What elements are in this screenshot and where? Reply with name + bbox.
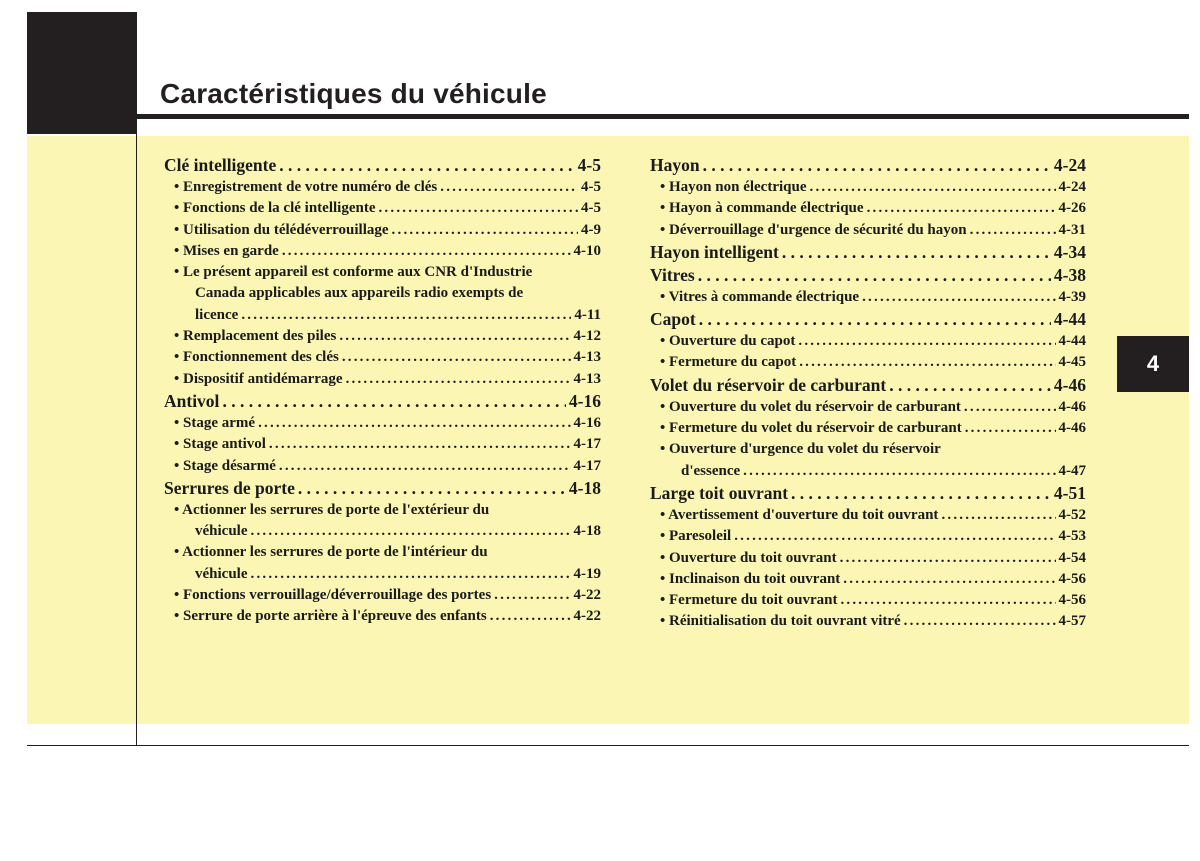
toc-leader-dots: [703, 154, 1051, 177]
toc-entry-title: • Le présent appareil est conforme aux CNR d'Industrie: [174, 264, 533, 281]
toc-leader-dots: [970, 220, 1056, 241]
toc-section-entry[interactable]: [650, 154, 1086, 177]
toc-subentry[interactable]: [164, 369, 601, 390]
toc-subentry[interactable]: [164, 241, 601, 262]
toc-leader-dots: [279, 456, 571, 477]
toc-subentry[interactable]: [164, 413, 601, 434]
toc-page-number: 4-44: [1058, 333, 1086, 350]
toc-page-number: 4-46: [1058, 420, 1086, 437]
toc-entry-title: • Stage armé: [174, 414, 256, 431]
toc-subentry[interactable]: [164, 177, 601, 198]
toc-entry-title: • Enregistrement de votre numéro de clés: [174, 179, 438, 195]
toc-leader-dots: [889, 374, 1051, 397]
toc-leader-dots: [494, 585, 570, 606]
toc-page-number: 4-12: [573, 328, 601, 345]
toc-leader-dots: [810, 177, 1056, 198]
toc-subentry[interactable]: [650, 220, 1086, 241]
toc-leader-dots: [843, 569, 1055, 590]
toc-entry-title: licence: [195, 306, 239, 323]
toc-leader-dots: [339, 326, 570, 347]
toc-leader-dots: [346, 369, 571, 390]
toc-subentry[interactable]: [650, 526, 1086, 547]
toc-subentry[interactable]: [650, 418, 1086, 439]
toc-leader-dots: [964, 397, 1056, 418]
toc-page-number: 4-13: [573, 370, 601, 387]
toc-entry-title: Hayon: [650, 155, 700, 175]
toc-page-number: 4-24: [1058, 179, 1086, 195]
toc-page-number: 4-22: [573, 587, 601, 604]
toc-page-number: 4-54: [1058, 549, 1086, 566]
toc-page-number: 4-17: [573, 457, 601, 474]
toc-entry-title: Vitres: [650, 264, 695, 285]
toc-entry-title: • Déverrouillage d'urgence de sécurité du hayon: [660, 221, 967, 238]
toc-subentry[interactable]: [650, 397, 1086, 418]
toc-page-number: 4-45: [1058, 354, 1086, 371]
toc-column-left: [164, 154, 601, 628]
toc-page-number: 4-18: [573, 523, 601, 540]
toc-page-number: 4-19: [573, 565, 601, 582]
toc-entry-title: Clé intelligente: [164, 155, 277, 175]
toc-subentry: [164, 262, 601, 283]
toc-leader-dots: [282, 241, 571, 262]
toc-page-number: 4-39: [1058, 288, 1086, 305]
toc-entry-title: • Fermeture du volet du réservoir de carburant: [660, 420, 962, 437]
toc-subentry[interactable]: [164, 606, 601, 627]
toc-page-number: 4-10: [573, 242, 601, 259]
toc-page-number: 4-52: [1058, 506, 1086, 523]
toc-entry-title: • Stage désarmé: [174, 457, 276, 474]
toc-leader-dots: [698, 264, 1051, 287]
toc-section-entry[interactable]: [164, 390, 601, 413]
toc-entry-title: • Avertissement d'ouverture du toit ouvrant: [660, 506, 939, 523]
toc-entry-title: • Stage antivol: [174, 436, 266, 453]
toc-leader-dots: [965, 418, 1056, 439]
toc-subentry[interactable]: [164, 434, 601, 455]
toc-leader-dots: [279, 154, 574, 177]
toc-entry-title: • Actionner les serrures de porte de l'extérieur du: [174, 501, 490, 518]
toc-entry-title: • Dispositif antidémarrage: [174, 370, 343, 387]
toc-page-number: 4-56: [1058, 570, 1086, 587]
toc-subentry[interactable]: [650, 287, 1086, 308]
toc-page-number: 4-18: [568, 477, 601, 498]
page-title: Caractéristiques du véhicule: [160, 78, 547, 109]
toc-leader-dots: [269, 434, 571, 455]
toc-subentry[interactable]: [650, 461, 1086, 482]
bottom-divider: [27, 745, 1189, 746]
toc-page-number: 4-53: [1058, 528, 1086, 545]
toc-subentry[interactable]: [164, 326, 601, 347]
toc-section-entry[interactable]: [650, 482, 1086, 505]
toc-entry-title: • Réinitialisation du toit ouvrant vitré: [660, 613, 901, 630]
toc-subentry[interactable]: [650, 331, 1086, 352]
toc-subentry[interactable]: [164, 220, 601, 241]
chapter-tab[interactable]: 4: [1117, 336, 1189, 392]
toc-page-number: 4-57: [1058, 613, 1086, 630]
toc-entry-title: d'essence: [681, 462, 741, 479]
toc-subentry[interactable]: [650, 505, 1086, 526]
toc-entry-title: Volet du réservoir de carburant: [650, 374, 887, 395]
toc-leader-dots: [342, 347, 571, 368]
toc-entry-title: Antivol: [164, 390, 220, 411]
toc-entry-title: • Remplacement des piles: [174, 328, 337, 345]
toc-page-number: 4-16: [568, 390, 601, 411]
toc-page-number: 4-46: [1058, 398, 1086, 415]
toc-page-number: 4-56: [1058, 592, 1086, 609]
toc-leader-dots: [743, 461, 1055, 482]
toc-entry-title: véhicule: [195, 565, 248, 582]
toc-page-number: 4-5: [581, 200, 601, 217]
toc-leader-dots: [734, 526, 1055, 547]
toc-entry-title: • Ouverture du volet du réservoir de carburant: [660, 398, 961, 415]
toc-leader-dots: [791, 482, 1051, 505]
header-black-block: [27, 12, 137, 134]
toc-leader-dots: [862, 287, 1055, 308]
toc-entry-title: • Inclinaison du toit ouvrant: [660, 570, 841, 587]
toc-page-number: 4-5: [577, 155, 601, 175]
title-underline: [137, 114, 1189, 119]
vertical-divider: [136, 134, 137, 746]
toc-leader-dots: [490, 606, 571, 627]
toc-leader-dots: [251, 564, 571, 585]
toc-leader-dots: [440, 177, 578, 198]
toc-section-entry[interactable]: [650, 264, 1086, 287]
toc-leader-dots: [392, 220, 578, 241]
toc-subentry[interactable]: [650, 177, 1086, 198]
toc-entry-title: Hayon intelligent: [650, 241, 779, 262]
toc-leader-dots: [904, 611, 1056, 632]
toc-entry-title: véhicule: [195, 523, 248, 540]
toc-entry-title: • Fermeture du toit ouvrant: [660, 592, 838, 609]
toc-subentry[interactable]: [650, 198, 1086, 219]
toc-page-number: 4-16: [573, 414, 601, 431]
toc-leader-dots: [840, 548, 1056, 569]
toc-subentry: [164, 283, 601, 304]
toc-page-number: 4-17: [573, 436, 601, 453]
toc-entry-title: • Vitres à commande électrique: [660, 288, 860, 305]
toc-entry-title: • Fermeture du capot: [660, 354, 797, 371]
toc-entry-title: • Ouverture du capot: [660, 333, 796, 350]
toc-page-number: 4-11: [574, 306, 601, 323]
toc-page-number: 4-38: [1053, 264, 1086, 285]
toc-page-number: 4-31: [1058, 221, 1086, 238]
toc-leader-dots: [298, 477, 566, 500]
toc-subentry[interactable]: [650, 352, 1086, 373]
toc-leader-dots: [867, 198, 1056, 219]
toc-leader-dots: [699, 308, 1051, 331]
toc-leader-dots: [251, 521, 571, 542]
toc-page-number: 4-13: [573, 349, 601, 366]
toc-entry-title: • Paresoleil: [660, 528, 732, 545]
toc-entry-title: • Ouverture du toit ouvrant: [660, 549, 837, 566]
toc-page-number: 4-9: [581, 221, 601, 238]
toc-entry-title: Canada applicables aux appareils radio exempts de: [195, 285, 524, 302]
toc-page-number: 4-5: [581, 179, 601, 195]
toc-subentry: [164, 500, 601, 521]
toc-subentry[interactable]: [164, 585, 601, 606]
toc-entry-title: Capot: [650, 309, 696, 330]
toc-page-number: 4-51: [1053, 482, 1086, 503]
toc-subentry[interactable]: [164, 456, 601, 477]
toc-entry-title: • Hayon à commande électrique: [660, 200, 864, 217]
toc-subentry[interactable]: [650, 590, 1086, 611]
toc-page-number: 4-34: [1053, 241, 1086, 262]
toc-subentry[interactable]: [164, 521, 601, 542]
toc-page-number: 4-44: [1053, 309, 1086, 330]
toc-entry-title: Large toit ouvrant: [650, 482, 789, 503]
toc-section-entry[interactable]: [164, 477, 601, 500]
toc-entry-title: • Fonctions verrouillage/déverrouillage des portes: [174, 587, 492, 604]
toc-leader-dots: [798, 331, 1055, 352]
toc-section-entry[interactable]: [650, 241, 1086, 264]
toc-entry-title: • Fonctions de la clé intelligente: [174, 200, 376, 217]
toc-entry-title: Serrures de porte: [164, 477, 295, 498]
toc-entry-title: • Utilisation du télédéverrouillage: [174, 221, 389, 238]
toc-entry-title: • Mises en garde: [174, 242, 279, 259]
toc-section-entry[interactable]: [650, 374, 1086, 397]
toc-subentry[interactable]: [650, 569, 1086, 590]
toc-subentry[interactable]: [164, 564, 601, 585]
toc-page-number: 4-26: [1058, 200, 1086, 217]
toc-subentry: [650, 439, 1086, 460]
toc-leader-dots: [799, 352, 1055, 373]
toc-page-number: 4-22: [573, 608, 601, 625]
toc-entry-title: • Serrure de porte arrière à l'épreuve des enfants: [174, 608, 487, 625]
toc-subentry: [164, 542, 601, 563]
toc-subentry[interactable]: [164, 198, 601, 219]
toc-entry-title: • Hayon non électrique: [660, 179, 807, 195]
toc-page-number: 4-46: [1053, 374, 1086, 395]
toc-entry-title: • Fonctionnement des clés: [174, 349, 339, 366]
toc-column-right: [650, 154, 1086, 633]
toc-leader-dots: [222, 390, 565, 413]
toc-subentry[interactable]: [650, 611, 1086, 632]
toc-leader-dots: [840, 590, 1055, 611]
toc-subentry[interactable]: [164, 347, 601, 368]
toc-leader-dots: [782, 241, 1051, 264]
toc-section-entry[interactable]: [164, 154, 601, 177]
toc-page-number: 4-24: [1053, 155, 1086, 175]
toc-leader-dots: [258, 413, 570, 434]
toc-entry-title: • Actionner les serrures de porte de l'intérieur du: [174, 544, 488, 561]
toc-subentry[interactable]: [164, 305, 601, 326]
toc-leader-dots: [241, 305, 571, 326]
toc-page-number: 4-47: [1058, 462, 1086, 479]
toc-leader-dots: [941, 505, 1055, 526]
toc-leader-dots: [378, 198, 578, 219]
toc-section-entry[interactable]: [650, 308, 1086, 331]
toc-subentry[interactable]: [650, 548, 1086, 569]
toc-entry-title: • Ouverture d'urgence du volet du réservoir: [660, 441, 941, 458]
